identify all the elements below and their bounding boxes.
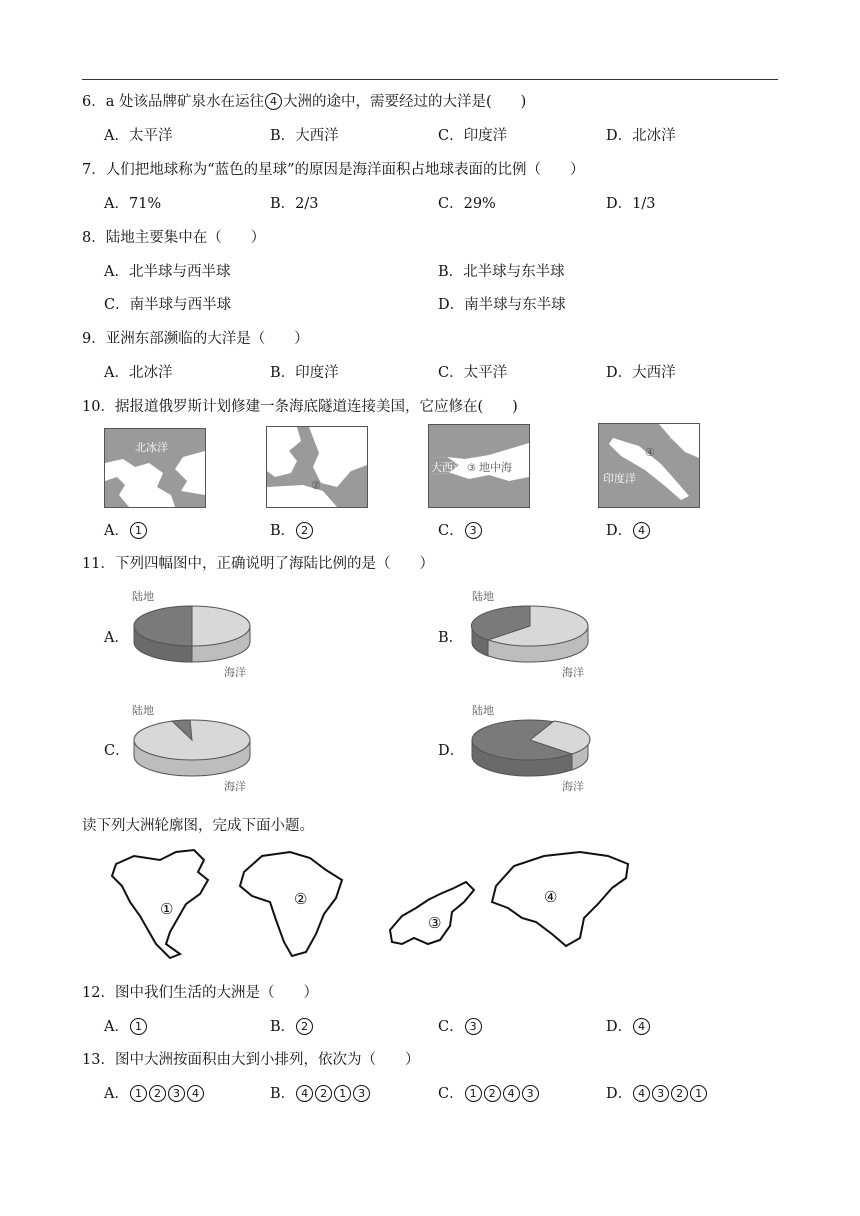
map-number: ②: [311, 479, 321, 492]
continent-number: ②: [294, 890, 308, 908]
map-gibraltar: [428, 424, 530, 508]
circled-number: 2: [296, 522, 313, 539]
option-b[interactable]: B． 4 2 1 3: [270, 1082, 371, 1103]
option-b[interactable]: B． 2: [270, 519, 314, 540]
ocean-label: 海洋: [562, 780, 584, 793]
option-a[interactable]: A．北半球与西半球: [104, 264, 231, 280]
option-c[interactable]: C．南半球与西半球: [104, 297, 232, 313]
circled-number: 4: [633, 522, 650, 539]
pie-chart-a: [124, 586, 264, 682]
option-b[interactable]: B．大西洋: [270, 128, 339, 144]
ocean-label: 海洋: [562, 666, 584, 679]
circled-number: 1: [130, 522, 147, 539]
map-label: 太平洋: [121, 487, 154, 500]
option-a[interactable]: A．71%: [104, 196, 162, 212]
question-13-text: 13．图中大洲按面积由大到小排列，依次为（ ）: [82, 1052, 420, 1068]
option-b[interactable]: B．印度洋: [270, 365, 339, 381]
map-english-channel: [266, 426, 368, 508]
circled-number: 1: [130, 1018, 147, 1035]
circled-number: 3: [465, 1018, 482, 1035]
map-label: 北冰洋: [135, 441, 168, 454]
question-8-text: 8．陆地主要集中在（ ）: [82, 230, 266, 246]
option-a[interactable]: A． 1: [104, 519, 148, 540]
option-d[interactable]: D．: [438, 743, 465, 759]
continent-number: ④: [544, 888, 558, 906]
option-d[interactable]: D． 4: [606, 519, 651, 540]
map-label: 印度洋: [603, 472, 636, 485]
land-label: 陆地: [472, 590, 494, 603]
option-c[interactable]: C．太平洋: [438, 365, 508, 381]
option-a[interactable]: A．北冰洋: [104, 365, 173, 381]
option-c[interactable]: C．: [104, 743, 130, 759]
ocean-label: 海洋: [224, 666, 246, 679]
intro-text: 读下列大洲轮廓图，完成下面小题。: [82, 818, 314, 834]
map-malacca: [598, 423, 700, 508]
continent-europe: [390, 882, 474, 944]
pie-chart-d: [462, 700, 602, 796]
circled-number: 4: [633, 1018, 650, 1035]
land-label: 陆地: [132, 704, 154, 717]
option-b[interactable]: B． 2: [270, 1015, 314, 1036]
land-label: 陆地: [132, 590, 154, 603]
question-7-text: 7．人们把地球称为“蓝色的星球”的原因是海洋面积占地球表面的比例（ ）: [82, 162, 585, 178]
map-label: 太平洋: [669, 428, 699, 441]
option-a[interactable]: A．: [104, 630, 129, 646]
question-9-text: 9．亚洲东部濒临的大洋是（ ）: [82, 331, 309, 347]
question-10-text: 10．据报道俄罗斯计划修建一条海底隧道连接美国，它应修在( ): [82, 399, 518, 415]
option-d[interactable]: D．南半球与东半球: [438, 297, 566, 313]
question-6: [82, 90, 526, 111]
option-b[interactable]: B．2/3: [270, 196, 319, 212]
map-label: 地中海: [479, 461, 512, 474]
option-c[interactable]: C．印度洋: [438, 128, 508, 144]
land-label: 陆地: [472, 704, 494, 717]
map-number: ①: [151, 469, 161, 482]
option-c[interactable]: C． 3: [438, 1015, 483, 1036]
continent-africa: [240, 852, 342, 956]
map-bering-strait: [104, 428, 206, 508]
continent-asia: [492, 852, 628, 946]
option-d[interactable]: D． 4: [606, 1015, 651, 1036]
option-d[interactable]: D．大西洋: [606, 365, 676, 381]
question-6-tail: 大洲的途中，需要经过的大洋是( ): [282, 94, 527, 110]
top-divider: [82, 79, 778, 80]
question-6-text: 6．a 处该品牌矿泉水在运往: [82, 94, 264, 110]
continent-number: ③: [428, 914, 442, 932]
map-label: 北海: [329, 439, 351, 452]
option-c[interactable]: C．29%: [438, 196, 496, 212]
pie-chart-b: [462, 586, 602, 682]
continent-number: ①: [160, 900, 174, 918]
option-a[interactable]: A．太平洋: [104, 128, 173, 144]
map-label: 大西洋: [431, 461, 464, 474]
ocean-label: 海洋: [224, 780, 246, 793]
circled-number: 2: [296, 1018, 313, 1035]
question-11-text: 11．下列四幅图中，正确说明了海陆比例的是（ ）: [82, 556, 434, 572]
option-d[interactable]: D．北冰洋: [606, 128, 676, 144]
option-b[interactable]: B．: [438, 630, 464, 646]
option-b[interactable]: B．北半球与东半球: [438, 264, 565, 280]
circled-number: 4: [265, 93, 282, 110]
option-d[interactable]: D．1/3: [606, 196, 656, 212]
map-number: ③: [467, 463, 476, 474]
question-12-text: 12．图中我们生活的大洲是（ ）: [82, 985, 318, 1001]
option-c[interactable]: C． 3: [438, 519, 483, 540]
pie-chart-c: [124, 700, 264, 796]
option-a[interactable]: A． 1 2 3 4: [104, 1082, 205, 1103]
map-label: 大西洋: [271, 489, 304, 502]
circled-number: 3: [465, 522, 482, 539]
continent-outlines: [104, 846, 644, 964]
option-c[interactable]: C． 1 2 4 3: [438, 1082, 540, 1103]
option-d[interactable]: D． 4 3 2 1: [606, 1082, 708, 1103]
option-a[interactable]: A． 1: [104, 1015, 148, 1036]
map-number: ④: [645, 446, 655, 459]
